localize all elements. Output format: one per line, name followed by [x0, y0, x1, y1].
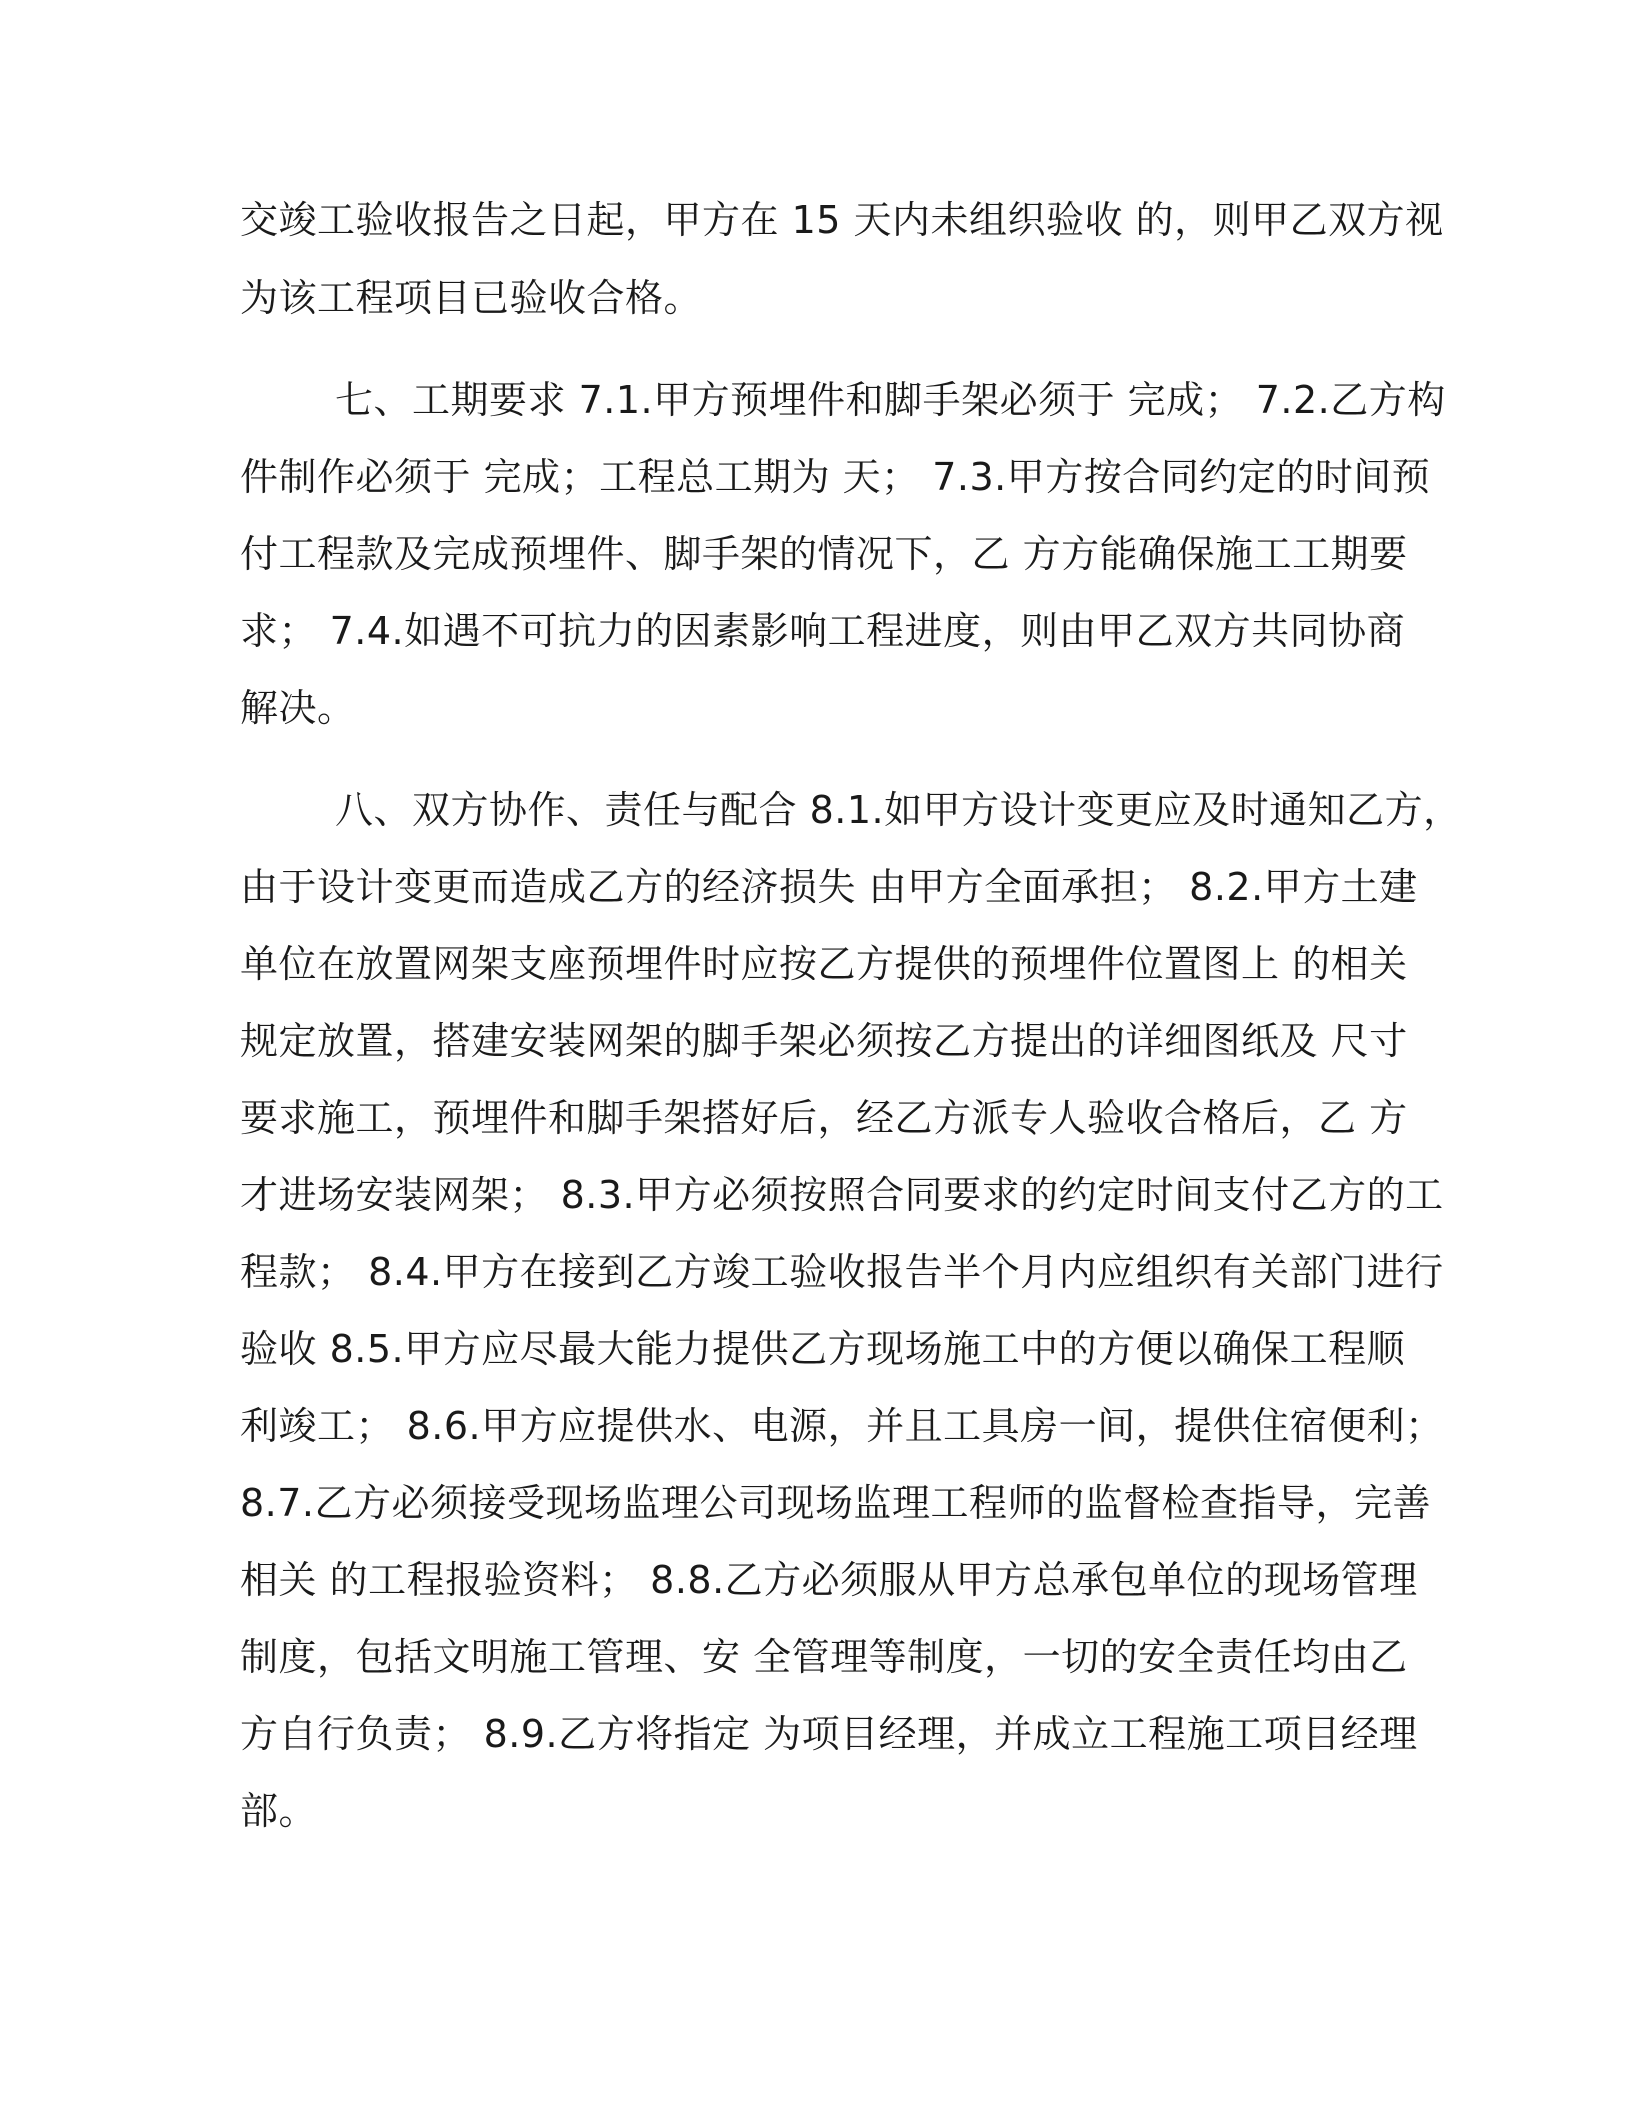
text-line: 部。: [240, 1789, 318, 1833]
text-line: 件制作必须于 完成；工程总工期为 天； 7.3.甲方按合同约定的时间预: [240, 455, 1431, 499]
section-heading-line: 八、双方协作、责任与配合 8.1.如甲方设计变更应及时通知乙方，: [335, 788, 1462, 832]
text-line: 规定放置，搭建安装网架的脚手架必须按乙方提出的详细图纸及 尺寸: [240, 1019, 1408, 1063]
section-heading-line: 七、工期要求 7.1.甲方预埋件和脚手架必须于 完成； 7.2.乙方构: [335, 378, 1446, 422]
text-line: 由于设计变更而造成乙方的经济损失 由甲方全面承担； 8.2.甲方土建: [240, 865, 1418, 909]
text-line: 方自行负责； 8.9.乙方将指定 为项目经理，并成立工程施工项目经理: [240, 1712, 1418, 1756]
text-line: 8.7.乙方必须接受现场监理公司现场监理工程师的监督检查指导，完善: [240, 1481, 1432, 1525]
text-line: 单位在放置网架支座预埋件时应按乙方提供的预埋件位置图上 的相关: [240, 942, 1408, 986]
text-line: 交竣工验收报告之日起，甲方在 15 天内未组织验收 的，则甲乙双方视: [240, 198, 1444, 242]
text-line: 为该工程项目已验收合格。: [240, 276, 703, 320]
text-line: 解决。: [240, 686, 356, 730]
text-line: 付工程款及完成预埋件、脚手架的情况下，乙 方方能确保施工工期要: [240, 532, 1408, 576]
text-line: 制度，包括文明施工管理、安 全管理等制度，一切的安全责任均由乙: [240, 1635, 1408, 1679]
text-line: 利竣工； 8.6.甲方应提供水、电源，并且工具房一间，提供住宿便利；: [240, 1404, 1444, 1448]
text-line: 要求施工，预埋件和脚手架搭好后，经乙方派专人验收合格后，乙 方: [240, 1096, 1408, 1140]
text-line: 程款； 8.4.甲方在接到乙方竣工验收报告半个月内应组织有关部门进行: [240, 1250, 1444, 1294]
text-line: 验收 8.5.甲方应尽最大能力提供乙方现场施工中的方便以确保工程顺: [240, 1327, 1406, 1371]
text-line: 求； 7.4.如遇不可抗力的因素影响工程进度，则由甲乙双方共同协商: [240, 609, 1406, 653]
text-line: 才进场安装网架； 8.3.甲方必须按照合同要求的约定时间支付乙方的工: [240, 1173, 1444, 1217]
text-line: 相关 的工程报验资料； 8.8.乙方必须服从甲方总承包单位的现场管理: [240, 1558, 1418, 1602]
